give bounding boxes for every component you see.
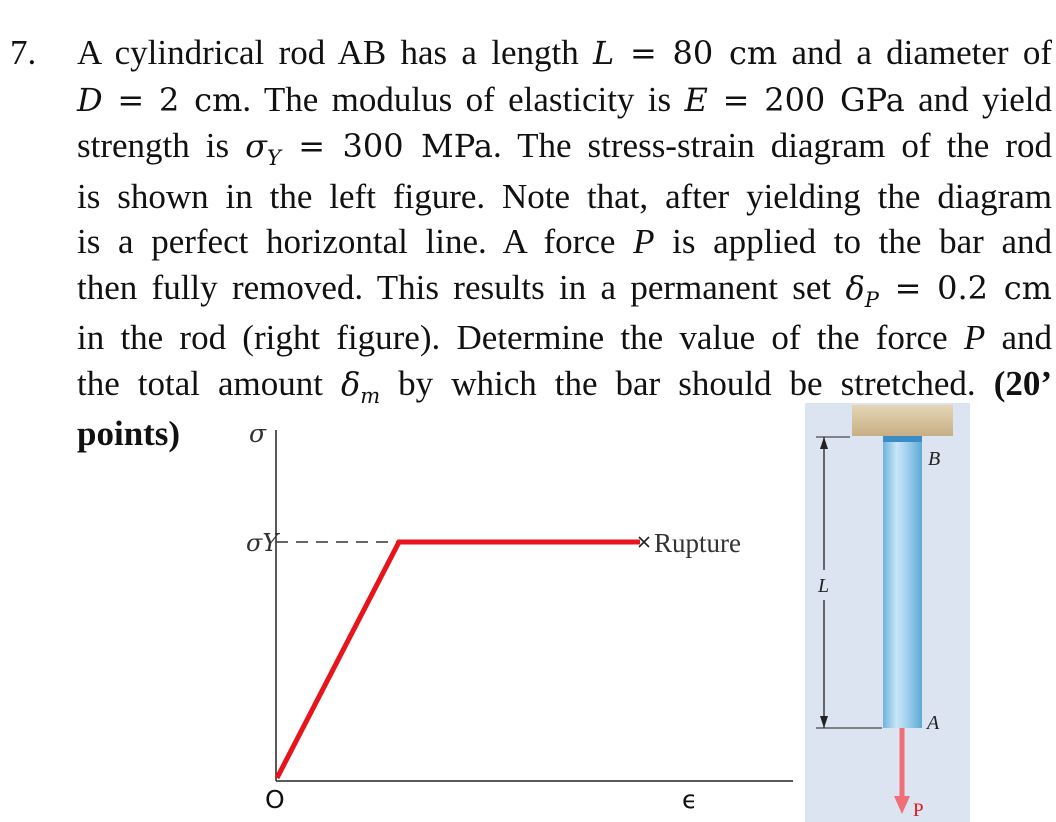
end-a-label: A (927, 712, 940, 734)
problem-line: A cylindrical rod AB has a length L = 80 cm and a diameter of (77, 33, 1053, 72)
sigma-axis-label: σ (249, 419, 267, 448)
rupture-label: Rupture (654, 528, 741, 558)
problem-line: D = 2 cm. The modulus of elasticity is E = 200 GPa and yield (77, 79, 1053, 119)
problem-line: is a perfect horizontal line. A force P is applied to the bar and (77, 222, 1052, 261)
problem-line: then fully removed. This results in a permanent set $\delta_P = 0.2$ cm (77, 267, 1052, 312)
problem-line: points) (77, 414, 181, 453)
end-b-label: B (928, 448, 941, 470)
problem-line: strength is $\sigma_Y = 300$ MPa. The stress-strain diagram of the rod (77, 126, 1053, 170)
problem-line: is shown in the left figure. Note that, after yielding the diagram (77, 176, 1052, 216)
rod-body (883, 436, 922, 728)
length-label: L (818, 575, 830, 597)
problem-number: 7. (10, 33, 37, 72)
problem-line: the total amount $\delta_m$ by which the bar should be stretched. (20’ (77, 363, 1052, 408)
origin-label: O (265, 785, 285, 814)
problem-line: in the rod (right figure). Determine the value of the force P and (77, 318, 1052, 357)
rod-top-cap (883, 436, 922, 442)
yield-stress-label: σY (246, 529, 279, 557)
epsilon-axis-label: ϵ (682, 785, 698, 814)
support-block (852, 405, 953, 436)
force-label: P (913, 800, 924, 821)
